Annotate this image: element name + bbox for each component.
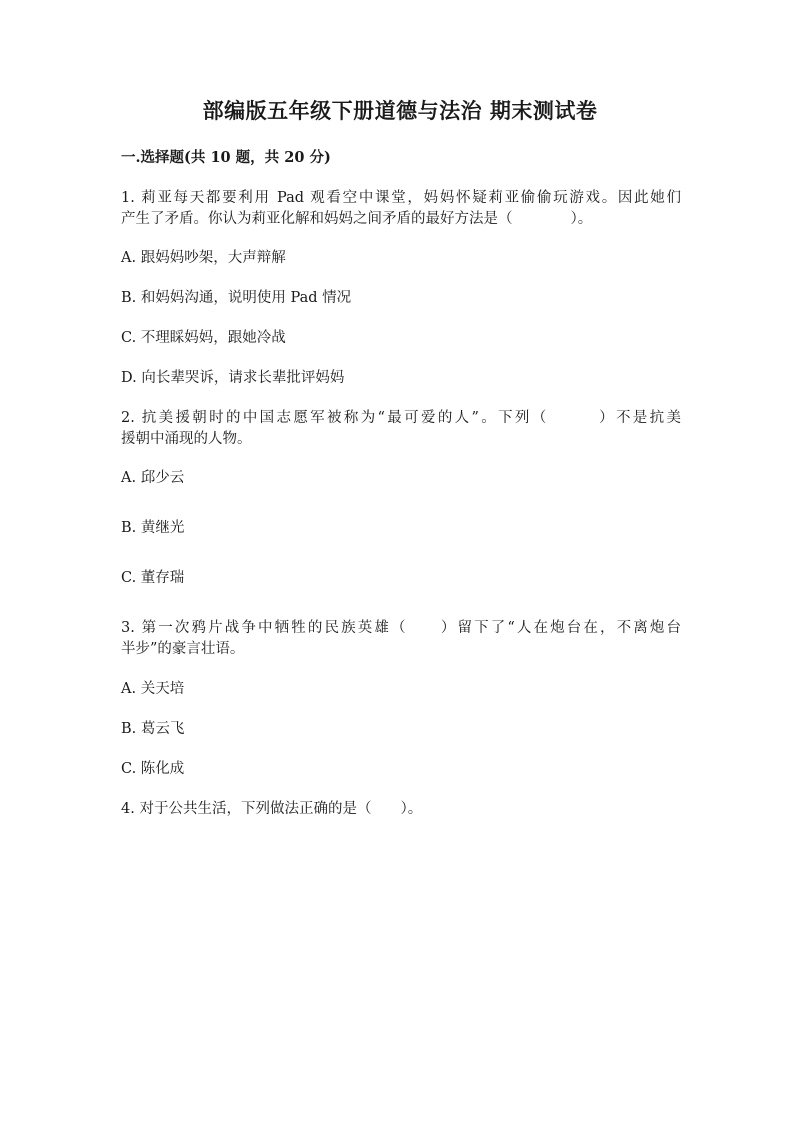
question-3-stem-line-1: 3. 第一次鸦片战争中牺牲的民族英雄（ ）留下了“人在炮台在，不离炮台 [121,620,681,636]
question-2-stem-line-1: 2. 抗美援朝时的中国志愿军被称为“最可爱的人”。下列（ ）不是抗美 [121,410,681,426]
question-3-option-b: B. 葛云飞 [121,721,185,737]
section-heading: 一.选择题(共 10 题，共 20 分) [121,149,331,166]
question-3-option-a: A. 关天培 [121,681,185,697]
question-3-option-c: C. 陈化成 [121,761,185,777]
question-2-option-a: A. 邱少云 [121,470,185,486]
question-3-stem-line-2: 半步”的豪言壮语。 [121,641,245,657]
page-title: 部编版五年级下册道德与法治 期末测试卷 [202,98,598,123]
question-1-option-c: C. 不理睬妈妈，跟她冷战 [121,330,286,346]
question-4-stem-line-1: 4. 对于公共生活，下列做法正确的是（ ）。 [121,801,423,817]
question-1-option-d: D. 向长辈哭诉，请求长辈批评妈妈 [121,370,345,386]
question-2-option-b: B. 黄继光 [121,520,185,536]
question-1-option-b: B. 和妈妈沟通，说明使用 Pad 情况 [121,290,352,306]
question-1-option-a: A. 跟妈妈吵架，大声辩解 [121,250,286,266]
question-1-stem-line-2: 产生了矛盾。你认为莉亚化解和妈妈之间矛盾的最好方法是（ ）。 [121,211,593,227]
question-1-stem-line-1: 1. 莉亚每天都要利用 Pad 观看空中课堂，妈妈怀疑莉亚偷偷玩游戏。因此她们 [121,190,681,206]
question-2-option-c: C. 董存瑞 [121,570,185,586]
question-2-stem-line-2: 援朝中涌现的人物。 [121,431,252,447]
